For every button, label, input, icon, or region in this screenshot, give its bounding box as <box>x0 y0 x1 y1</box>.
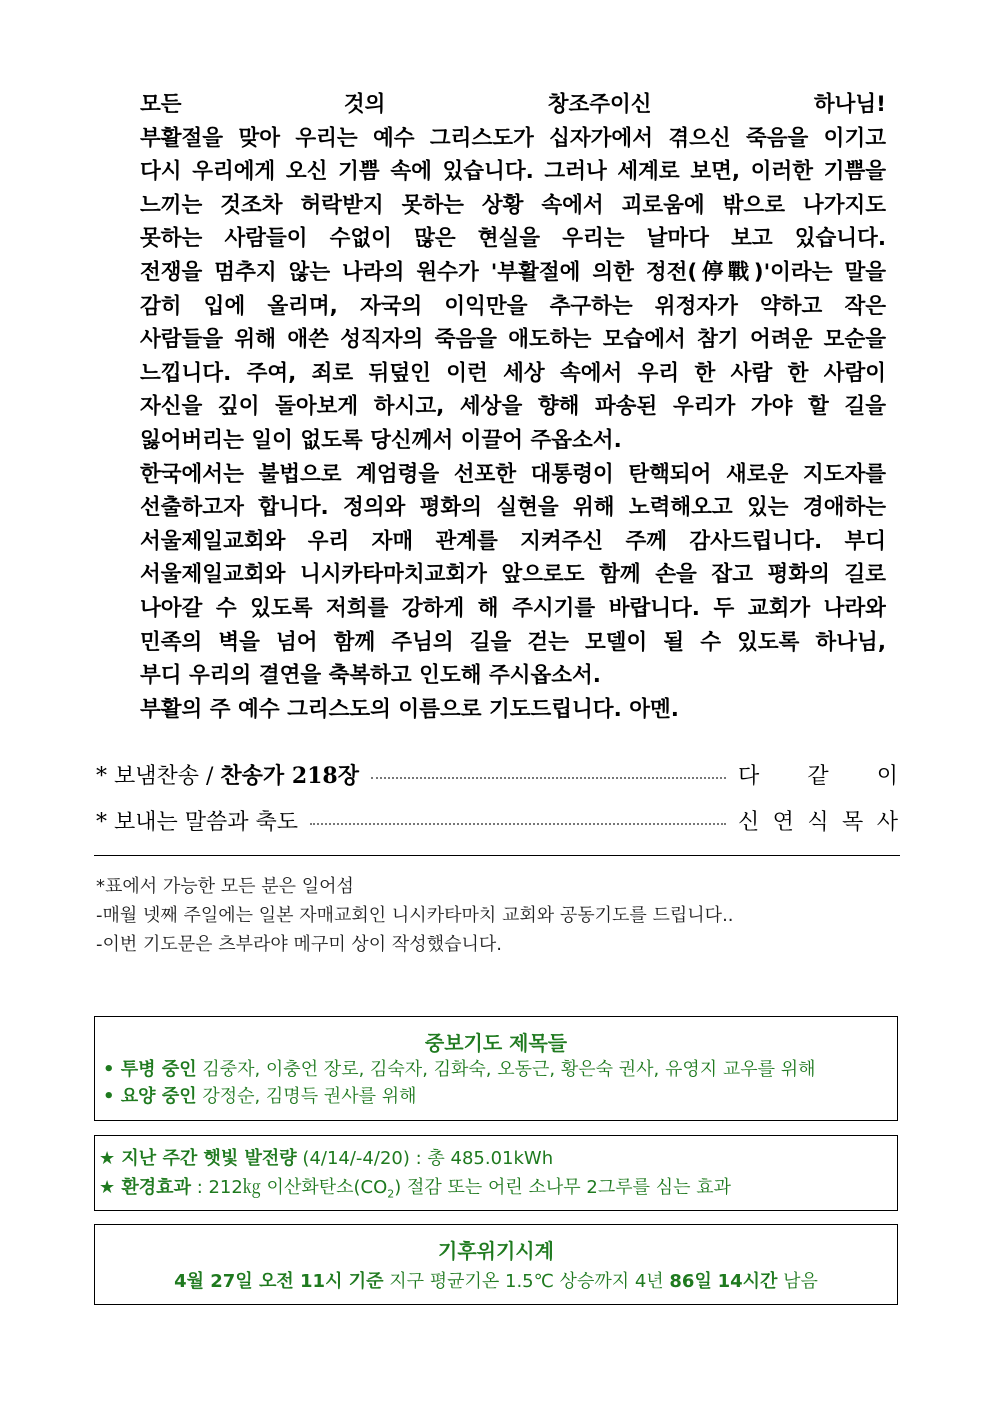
intercession-item: • 요양 중인 강정순, 김명득 권사를 위해 <box>103 1086 417 1107</box>
prayer-line: 모든 것의 창조주이신 하나님! <box>140 92 886 117</box>
prayer-line: 전쟁을 멈추지 않는 나라의 원수가 '부활절에 의한 정전(停戰)'이라는 말을 <box>140 259 886 285</box>
prayer-line: 감히 입에 올리며, 자국의 이익만을 추구하는 위정자가 약하고 작은 <box>140 293 886 319</box>
solar-effect: ★ 환경효과 : 212㎏ 이산화탄소$(CO_2)$ 절감 또는 어린 소나무 2그루를 심는 효과 <box>99 1177 731 1201</box>
order-item-blessing <box>96 802 898 838</box>
prayer-line: 서울제일교회와 니시카타마치교회가 앞으로도 함께 손을 잡고 평화의 길로 <box>140 562 886 588</box>
climate-clock-box <box>94 1224 898 1305</box>
climate-clock-text: 4월 27일 오전 11시 기준 지구 평균기온 1.5℃ 상승까지 4년 86일 14시간 남음 <box>174 1271 818 1292</box>
prayer-line: 부디 우리의 결연을 축복하고 인도해 주시옵소서. <box>140 663 601 689</box>
intercession-box <box>94 1016 898 1121</box>
prayer-line: 나아갈 수 있도록 저희를 강하게 해 주시기를 바랍니다. 두 교회가 나라와 <box>140 595 886 621</box>
prayer-line: 부활절을 맞아 우리는 예수 그리스도가 십자가에서 겪으신 죽음을 이기고 <box>140 125 886 151</box>
intercession-title: 중보기도 제목들 <box>424 1031 568 1055</box>
prayer-line: 민족의 벽을 넘어 함께 주님의 길을 걷는 모델이 될 수 있도록 하나님, <box>140 629 886 655</box>
divider <box>94 855 900 856</box>
note-line: *표에서 가능한 모든 분은 일어섬 <box>96 876 354 897</box>
prayer-line: 잃어버리는 일이 없도록 당신께서 이끌어 주옵소서. <box>140 427 622 453</box>
climate-clock-title: 기후위기시계 <box>438 1239 554 1263</box>
prayer-line: 서울제일교회와 우리 자매 관계를 지켜주신 주께 감사드립니다. 부디 <box>140 528 886 554</box>
solar-generation: ★ 지난 주간 햇빛 발전량 (4/14/-4/20) : 총 485.01kWh <box>99 1148 554 1169</box>
note-line: -매월 넷째 주일에는 일본 자매교회인 니시카타마치 교회와 공동기도를 드립니다.. <box>96 905 734 926</box>
hymn-title: 찬송가 218장 <box>220 762 359 789</box>
prayer-line: 자신을 깊이 돌아보게 하시고, 세상을 향해 파송된 우리가 가야 할 길을 <box>140 394 886 420</box>
prayer-line: 부활의 주 예수 그리스도의 이름으로 기도드립니다. 아멘. <box>140 696 679 722</box>
order-label: * 보냄찬송 / 찬송가 218장 <box>96 762 359 789</box>
prayer-line: 못하는 사람들이 수없이 많은 현실을 우리는 날마다 보고 있습니다. <box>140 226 886 252</box>
order-label: * 보내는 말씀과 축도 <box>96 809 298 835</box>
prayer-text <box>140 88 886 726</box>
prayer-line: 사람들을 위해 애쓴 성직자의 죽음을 애도하는 모습에서 참기 어려운 모순을 <box>140 327 886 353</box>
intercession-item: • 투병 중인 김중자, 이충언 장로, 김숙자, 김화숙, 오동근, 황은숙 권사, 유영지 교우를 위해 <box>103 1059 816 1080</box>
prayer-line: 한국에서는 불법으로 계엄령을 선포한 대통령이 탄핵되어 새로운 지도자를 <box>140 461 886 487</box>
prayer-line: 다시 우리에게 오신 기쁨 속에 있습니다. 그러나 세계로 보면, 이러한 기쁨을 <box>140 159 886 185</box>
prayer-line: 선출하고자 합니다. 정의와 평화의 실현을 위해 노력해오고 있는 경애하는 <box>140 495 886 521</box>
notes <box>96 872 896 959</box>
dot-leader <box>371 777 726 779</box>
prayer-line: 느끼는 것조차 허락받지 못하는 상황 속에서 괴로움에 밖으로 나가지도 <box>140 192 886 218</box>
note-line: -이번 기도문은 츠부라야 메구미 상이 작성했습니다. <box>96 934 502 955</box>
order-item-hymn <box>96 756 898 792</box>
dot-leader <box>310 823 726 825</box>
solar-box <box>94 1135 898 1211</box>
order-who: 다 같 이 <box>738 763 898 789</box>
prayer-line: 느낍니다. 주여, 죄로 뒤덮인 이런 세상 속에서 우리 한 사람 한 사람이 <box>140 360 886 386</box>
order-who: 신 연 식 목 사 <box>738 809 898 835</box>
